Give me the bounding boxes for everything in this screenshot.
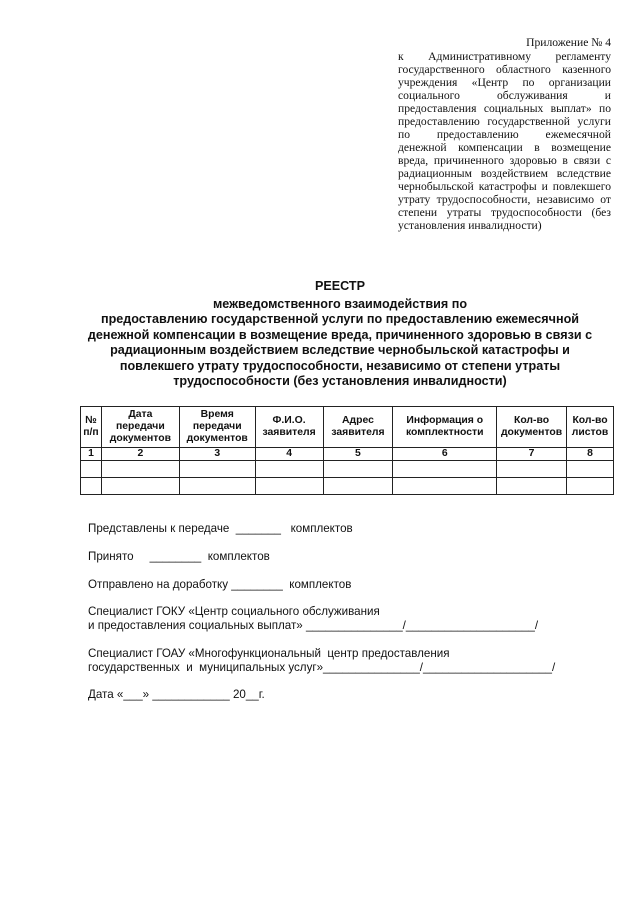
title-line: повлекшего утрату трудоспособности, независимо от степени утраты xyxy=(119,358,561,373)
table-cell xyxy=(101,478,179,495)
title-line: предоставлению государственной услуги по предоставлению ежемесячной xyxy=(100,312,580,326)
title-line: денежной компенсации в возмещение вреда, причиненного здоровью в связи с xyxy=(87,327,593,342)
accepted-line: Принято ________ комплектов xyxy=(88,550,270,563)
column-number-row xyxy=(81,448,614,461)
appendix-text: к Административному регламенту государственного областного казенного учреждения «Центр по организации социального обслуживания и предоставления социальных выплат» по предоставлению государственной услуги по предоставлению ежемесячной денежной компенсации в возмещение вреда, причиненного здоровью в связи с радиационным воздействием вследствие чернобыльской катастрофы и повлекшего утрату трудоспособности, независимо от степени утраты трудоспособности (без установления инвалидности) xyxy=(398,50,611,232)
column-header: № п/п xyxy=(81,407,102,448)
title-head: РЕЕСТР xyxy=(314,279,366,293)
date-line: Дата «___» ____________ 20__г. xyxy=(88,688,265,701)
submitted-line: Представлены к передаче _______ комплектов xyxy=(88,522,353,535)
table-cell xyxy=(567,461,614,478)
column-number: 6 xyxy=(393,448,497,461)
table-header-row xyxy=(81,407,614,448)
table-cell xyxy=(101,461,179,478)
column-number: 1 xyxy=(81,448,102,461)
column-number: 4 xyxy=(255,448,323,461)
table-cell xyxy=(323,461,393,478)
table-cell xyxy=(497,478,567,495)
column-header: Адрес заявителя xyxy=(323,407,393,448)
specialist-goau-line-2: государственных и муниципальных услуг»_______________/____________________/ xyxy=(88,661,556,674)
table-cell xyxy=(323,478,393,495)
column-number: 7 xyxy=(497,448,567,461)
table-cell xyxy=(255,461,323,478)
returned-line: Отправлено на доработку ________ комплектов xyxy=(88,578,352,591)
specialist-goku-line-1: Специалист ГОКУ «Центр социального обслуживания xyxy=(88,605,380,618)
column-header: Кол-во листов xyxy=(567,407,614,448)
table-cell xyxy=(497,461,567,478)
column-number: 3 xyxy=(179,448,255,461)
title-line: радиационным воздействием вследствие чернобыльской катастрофы и xyxy=(110,343,570,357)
column-header: Ф.И.О. заявителя xyxy=(255,407,323,448)
specialist-goau-line-1: Специалист ГОАУ «Многофункциональный центр предоставления xyxy=(88,647,450,660)
column-header: Кол-во документов xyxy=(497,407,567,448)
table-cell xyxy=(393,478,497,495)
table-cell xyxy=(179,478,255,495)
table-row xyxy=(81,461,614,478)
title-line: трудоспособности (без установления инвалидности) xyxy=(173,374,507,388)
specialist-goku-line-2: и предоставления социальных выплат» _______________/____________________/ xyxy=(88,619,539,632)
table-cell xyxy=(393,461,497,478)
table-cell xyxy=(179,461,255,478)
table-row xyxy=(81,478,614,495)
registry-table xyxy=(80,406,614,495)
column-header: Время передачи документов xyxy=(179,407,255,448)
table-cell xyxy=(567,478,614,495)
column-number: 8 xyxy=(567,448,614,461)
column-header: Дата передачи документов xyxy=(101,407,179,448)
table-cell xyxy=(81,461,102,478)
column-number: 2 xyxy=(101,448,179,461)
document-title xyxy=(80,279,600,390)
table-cell xyxy=(255,478,323,495)
column-number: 5 xyxy=(323,448,393,461)
table-cell xyxy=(81,478,102,495)
column-header: Информация о комплектности xyxy=(393,407,497,448)
appendix-block xyxy=(398,36,611,232)
title-line: межведомственного взаимодействия по xyxy=(212,296,468,311)
appendix-number: Приложение № 4 xyxy=(526,36,611,49)
